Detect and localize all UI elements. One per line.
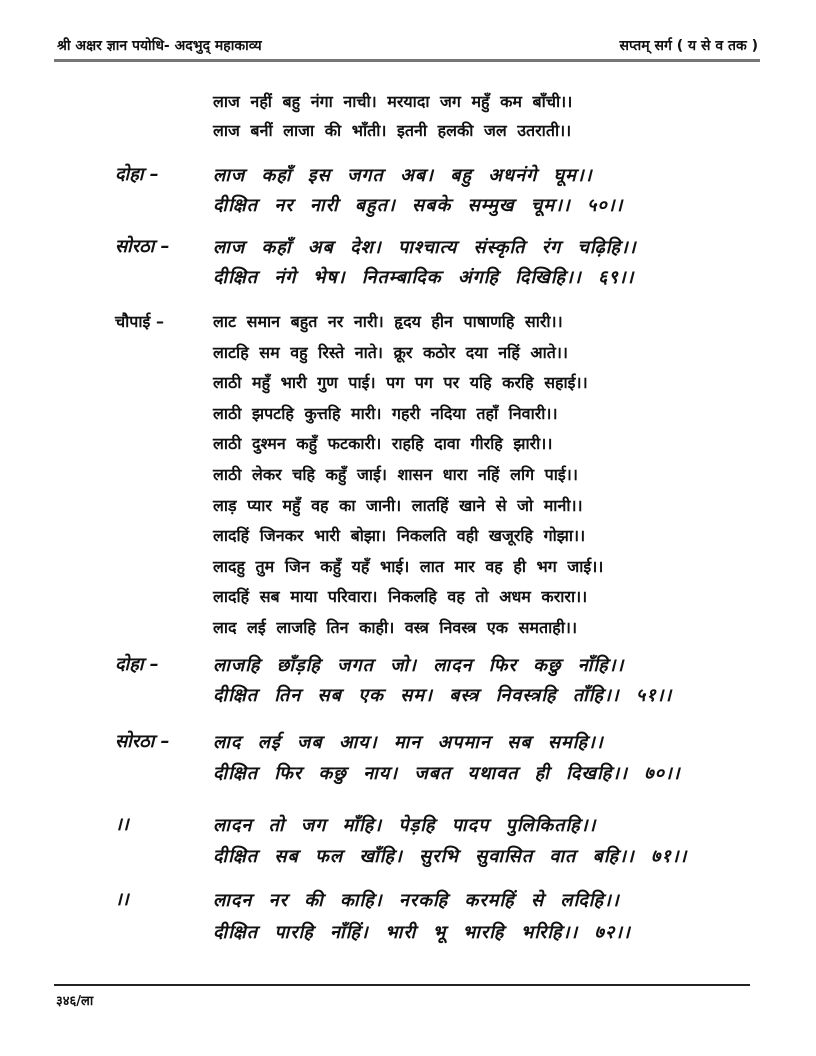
verse-line: दीक्षित तिन सब एक सम। बस्त्र निवस्त्रहि ताँहि।। ५१।। [213, 685, 673, 706]
verse-line: लाठी दुश्मन कहुँ फटकारी। राहहि दावा गीरहि झारी।। [213, 434, 553, 453]
page-number: ३४६/ला [56, 994, 94, 1009]
verse-line: लाड़ प्यार महुँ वह का जानी। लातहिं खाने से जो मानी।। [213, 496, 583, 515]
verse-line: लाज नहीं बहु नंगा नाची। मरयादा जग महुँ कम बाँची।। [213, 92, 573, 111]
footer-rule [54, 984, 750, 986]
verse-type-label: सोरठा – [115, 731, 170, 752]
verse-line: दीक्षित फिर कछु नाय। जबत यथावत ही दिखहि।। ७०।। [213, 763, 681, 784]
verse-type-label: दोहा – [115, 164, 159, 185]
verse-type-label: ।। [115, 889, 129, 910]
verse-line: लाज बनीं लाजा की भाँती। इतनी हलकी जल उतराती।। [213, 121, 572, 140]
verse-line: दीक्षित पारहि नाँहिं। भारी भू भारहि भरिहि।। ७२।। [213, 922, 631, 943]
verse-line: लाज कहाँ अब देश। पाश्चात्य संस्कृति रंग चढ़िहि।। [213, 237, 637, 258]
verse-type-label: दोहा – [115, 654, 159, 675]
verse-line: दीक्षित नंगे भेष। नितम्बादिक अंगहि दिखिहि।। ६९।। [213, 267, 635, 288]
verse-line: दीक्षित सब फल खाँहि। सुरभि सुवासित वात बहि।। ७१।। [213, 846, 688, 867]
verse-line: लाद लई जब आय। मान अपमान सब समहि।। [213, 732, 604, 753]
verse-line: लाठी महुँ भारी गुण पाई। पग पग पर यहि करहि सहाई।। [213, 373, 588, 392]
verse-line: लादन तो जग माँहि। पेड़हि पादप पुलिकितहि।। [213, 815, 597, 836]
running-header-chapter: सप्तम् सर्ग ( य से व तक ) [619, 38, 758, 54]
verse-type-label: चौपाई – [115, 312, 164, 331]
verse-type-label: सोरठा – [115, 236, 170, 257]
verse-line: लादहिं जिनकर भारी बोझा। निकलति वही खजूरहि गोझा।। [213, 526, 586, 545]
header-rule [54, 59, 760, 62]
verse-line: लाठी झपटहि कुत्तहि मारी। गहरी नदिया तहाँ निवारी।। [213, 404, 558, 423]
verse-line: लाज कहाँ इस जगत अब। बहु अधनंगे घूम।। [213, 165, 593, 186]
verse-line: लाद लई लाजहि तिन काही। वस्त्र निवस्त्र एक समताही।। [213, 618, 578, 637]
verse-type-label: ।। [115, 814, 129, 835]
verse-line: लादहिं सब माया परिवारा। निकलहि वह तो अधम करारा।। [213, 587, 588, 606]
running-header-title: श्री अक्षर ज्ञान पयोधि- अदभुद् महाकाव्य [57, 38, 262, 54]
verse-line: लादहु तुम जिन कहुँ यहँ भाई। लात मार वह ही भग जाई।। [213, 557, 604, 576]
verse-line: लादन नर की काहि। नरकहि करमहिं से लदिहि।। [213, 890, 620, 911]
verse-line: लाठी लेकर चहि कहुँ जाई। शासन धारा नहिं लगि पाई।। [213, 465, 578, 484]
verse-line: लाट समान बहुत नर नारी। हृदय हीन पाषाणहि सारी।। [213, 312, 563, 331]
verse-line: दीक्षित नर नारी बहुत। सबके सम्मुख चूम।। ५०।। [213, 195, 624, 216]
verse-line: लाजहि छाँड़हि जगत जो। लादन फिर कछु नाँहि।। [213, 655, 625, 676]
verse-line: लाटहि सम वहु रिस्ते नाते। क्रूर कठोर दया नहिं आते।। [213, 343, 568, 362]
